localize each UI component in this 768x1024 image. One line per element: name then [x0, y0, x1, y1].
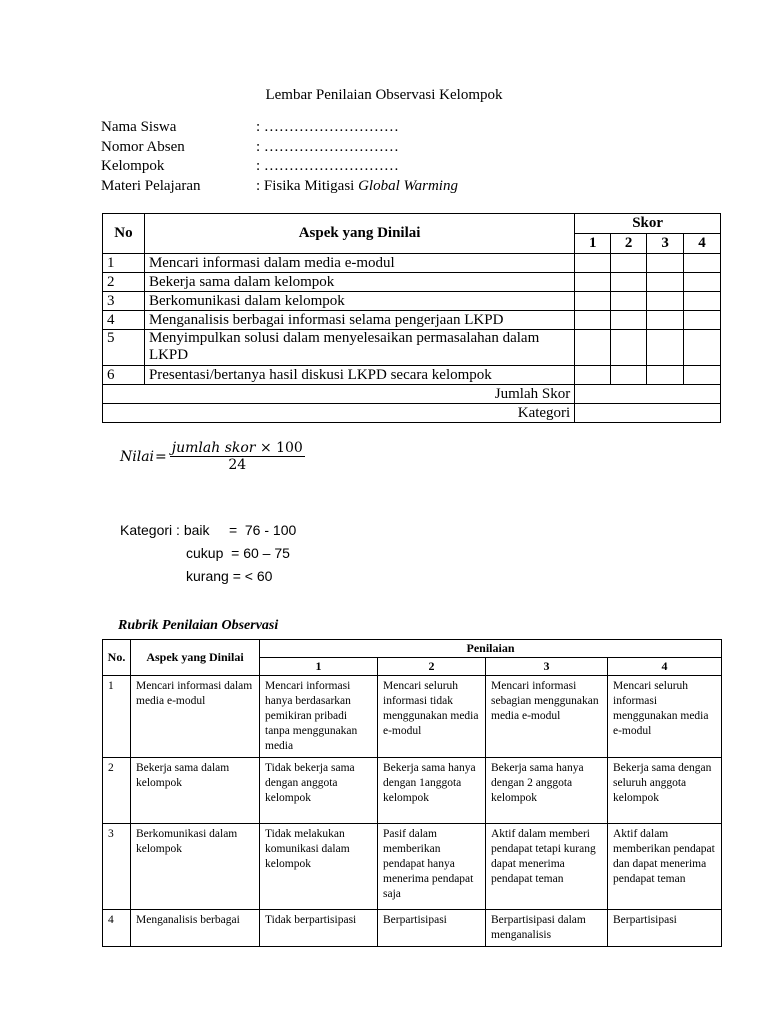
rubric-level-3: Berpartisipasi dalam menganalisis [486, 910, 608, 947]
rubric-level-1: Tidak bekerja sama dengan anggota kelompok [260, 758, 378, 824]
score-cell [684, 330, 721, 366]
score-cell [575, 330, 611, 366]
score-table [102, 213, 721, 423]
header-score-1: 1 [575, 234, 611, 254]
info-row-absen [101, 138, 458, 158]
row-aspect: Mencari informasi dalam media e-modul [144, 254, 574, 273]
score-cell [611, 273, 647, 292]
rubric-level-1: Tidak melakukan komunikasi dalam kelompok [260, 824, 378, 910]
formula-lhs: Nilai [120, 448, 155, 465]
score-cell [647, 254, 684, 273]
rubric-row-aspect: Bekerja sama dalam kelompok [131, 758, 260, 824]
info-value-italic: Global Warming [358, 177, 458, 194]
row-aspect: Presentasi/bertanya hasil diskusi LKPD secara kelompok [144, 366, 574, 385]
score-cell [575, 292, 611, 311]
info-row-name [101, 118, 458, 138]
row-aspect: Menganalisis berbagai informasi selama pengerjaan LKPD [144, 311, 574, 330]
category-line-cukup: cukup = 60 – 75 [186, 545, 290, 561]
rubric-level-4: Aktif dalam memberikan pendapat dan dapat menerima pendapat teman [608, 824, 722, 910]
row-no: 4 [103, 311, 145, 330]
header-score-2: 2 [611, 234, 647, 254]
header-score-3: 3 [647, 234, 684, 254]
rubric-row-aspect: Menganalisis berbagai [131, 910, 260, 947]
table-row [103, 292, 721, 311]
rubric-level-1: Mencari informasi hanya berdasarkan pemikiran pribadi tanpa menggunakan media [260, 676, 378, 758]
rubric-level-3: Aktif dalam memberi pendapat tetapi kurang dapat menerima pendapat teman [486, 824, 608, 910]
row-aspect: Menyimpulkan solusi dalam menyelesaikan permasalahan dalam LKPD [144, 330, 574, 366]
rubric-level-4: Bekerja sama dengan seluruh anggota kelompok [608, 758, 722, 824]
student-info [101, 118, 458, 196]
rubric-row-aspect: Berkomunikasi dalam kelompok [131, 824, 260, 910]
table-row [103, 311, 721, 330]
rubric-level-3: Mencari informasi sebagian menggunakan media e-modul [486, 676, 608, 758]
score-cell [575, 254, 611, 273]
row-no: 3 [103, 292, 145, 311]
rubric-row-no: 4 [103, 910, 131, 947]
score-cell [647, 330, 684, 366]
info-value: : ……………………… [256, 158, 399, 175]
score-cell [611, 366, 647, 385]
score-cell [611, 292, 647, 311]
rubric-level-2: Pasif dalam memberikan pendapat hanya menerima pendapat saja [378, 824, 486, 910]
score-cell [684, 292, 721, 311]
score-cell [611, 311, 647, 330]
formula-equals: = [155, 448, 167, 465]
rubric-header-level-4: 4 [608, 658, 722, 676]
info-label: Nama Siswa [101, 119, 177, 136]
category-value [575, 404, 721, 423]
header-aspect: Aspek yang Dinilai [144, 214, 574, 254]
rubric-title: Rubrik Penilaian Observasi [118, 618, 279, 633]
table-row [103, 910, 722, 947]
info-row-kelompok [101, 157, 458, 177]
rubric-row-aspect: Mencari informasi dalam media e-modul [131, 676, 260, 758]
info-value: : ……………………… [256, 119, 399, 136]
score-cell [684, 311, 721, 330]
table-row [103, 366, 721, 385]
rubric-level-2: Berpartisipasi [378, 910, 486, 947]
score-cell [684, 366, 721, 385]
formula-denominator: 24 [228, 457, 247, 473]
rubric-level-2: Mencari seluruh informasi tidak menggunakan media e-modul [378, 676, 486, 758]
rubric-row-no: 3 [103, 824, 131, 910]
rubric-level-1: Tidak berpartisipasi [260, 910, 378, 947]
row-aspect: Berkomunikasi dalam kelompok [144, 292, 574, 311]
score-cell [647, 311, 684, 330]
header-no: No [103, 214, 145, 254]
info-label: Materi Pelajaran [101, 177, 201, 194]
score-cell [575, 366, 611, 385]
rubric-row-no: 2 [103, 758, 131, 824]
formula-times: × 100 [259, 440, 303, 456]
score-cell [684, 254, 721, 273]
table-row [103, 758, 722, 824]
rubric-header-level-2: 2 [378, 658, 486, 676]
score-cell [684, 273, 721, 292]
header-score-4: 4 [684, 234, 721, 254]
rubric-header-no: No. [103, 640, 131, 676]
row-no: 1 [103, 254, 145, 273]
info-value [256, 177, 458, 197]
rubric-level-2: Bekerja sama hanya dengan 1anggota kelompok [378, 758, 486, 824]
formula-numerator-text: jumlah skor [171, 440, 256, 456]
score-formula [120, 440, 305, 473]
total-row [103, 385, 721, 404]
rubric-level-4: Mencari seluruh informasi menggunakan media e-modul [608, 676, 722, 758]
table-row [103, 273, 721, 292]
table-row [103, 254, 721, 273]
page-title: Lembar Penilaian Observasi Kelompok [265, 87, 503, 103]
formula-fraction [170, 440, 305, 473]
formula-numerator [170, 440, 305, 457]
row-no: 6 [103, 366, 145, 385]
score-cell [611, 254, 647, 273]
category-line-kurang: kurang = < 60 [186, 568, 273, 584]
table-row [103, 676, 722, 758]
total-label: Jumlah Skor [103, 385, 575, 404]
info-value: : ……………………… [256, 138, 399, 155]
score-cell [575, 273, 611, 292]
info-row-materi [101, 177, 458, 197]
rubric-row-no: 1 [103, 676, 131, 758]
category-label: Kategori [103, 404, 575, 423]
header-score: Skor [575, 214, 721, 234]
total-value [575, 385, 721, 404]
row-no: 2 [103, 273, 145, 292]
rubric-level-4: Berpartisipasi [608, 910, 722, 947]
score-cell [647, 366, 684, 385]
info-label: Kelompok [101, 158, 165, 175]
rubric-level-3: Bekerja sama hanya dengan 2 anggota kelompok [486, 758, 608, 824]
rubric-header-level-3: 3 [486, 658, 608, 676]
score-cell [647, 273, 684, 292]
category-line-baik: Kategori : baik = 76 - 100 [120, 522, 297, 538]
score-cell [575, 311, 611, 330]
score-cell [647, 292, 684, 311]
score-cell [611, 330, 647, 366]
rubric-table [102, 639, 722, 947]
table-row [103, 824, 722, 910]
row-aspect: Bekerja sama dalam kelompok [144, 273, 574, 292]
info-value-text: : Fisika Mitigasi [256, 177, 359, 194]
table-row [103, 330, 721, 366]
row-no: 5 [103, 330, 145, 366]
rubric-header-penilaian: Penilaian [260, 640, 722, 658]
info-label: Nomor Absen [101, 138, 185, 155]
rubric-header-aspect: Aspek yang Dinilai [131, 640, 260, 676]
category-row [103, 404, 721, 423]
rubric-header-level-1: 1 [260, 658, 378, 676]
